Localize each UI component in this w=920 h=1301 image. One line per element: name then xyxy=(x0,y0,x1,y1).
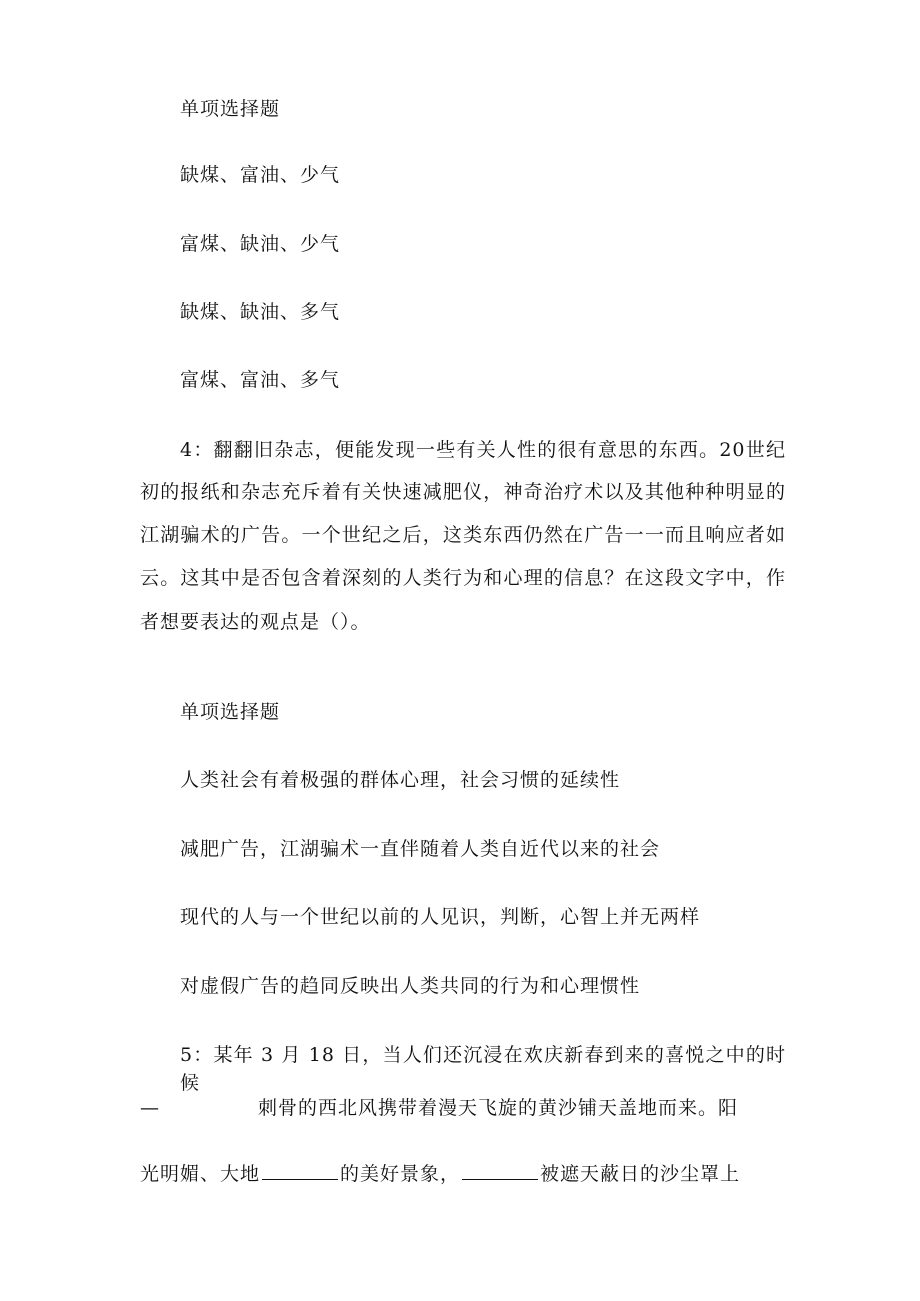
question-5-text-b: 的美好景象， xyxy=(340,1163,461,1185)
question-5-line-2: 刺骨的西北风携带着漫天飞旋的黄沙铺天盖地而来。阳 xyxy=(258,1097,739,1119)
question-4-line-4: 云。这其中是否包含着深刻的人类行为和心理的信息？在这段文字中，作 xyxy=(140,567,786,589)
question-type-label: 单项选择题 xyxy=(180,98,281,120)
question-5-line-3 xyxy=(140,1160,740,1188)
fill-blank-1 xyxy=(262,1161,338,1180)
option-d: 富煤、富油、多气 xyxy=(180,369,341,391)
question-4-line-5: 者想要表达的观点是（）。 xyxy=(140,611,371,633)
dash-mark: — xyxy=(140,1097,159,1119)
option-b: 富煤、缺油、少气 xyxy=(180,233,341,255)
question-4-line-3: 江湖骗术的广告。一个世纪之后，这类东西仍然在广告一一而且响应者如 xyxy=(140,524,786,546)
option-a: 缺煤、富油、少气 xyxy=(180,164,341,186)
question-4-line-1: 4：翻翻旧杂志，便能发现一些有关人性的很有意思的东西。20世纪 xyxy=(180,439,786,461)
question-4-line-2: 初的报纸和杂志充斥着有关快速减肥仪，神奇治疗术以及其他种种明显的 xyxy=(140,481,786,503)
option-a: 人类社会有着极强的群体心理，社会习惯的延续性 xyxy=(180,769,621,791)
option-d: 对虚假广告的趋同反映出人类共同的行为和心理惯性 xyxy=(180,975,641,997)
question-5-text-a: 光明媚、大地 xyxy=(140,1163,261,1185)
fill-blank-2 xyxy=(462,1161,538,1180)
question-5-text-c: 被遮天蔽日的沙尘罩上 xyxy=(540,1163,741,1185)
question-type-label: 单项选择题 xyxy=(180,701,281,723)
question-5-line-1: 5：某年 3 月 18 日，当人们还沉浸在欢庆新春到来的喜悦之中的时候 xyxy=(180,1044,786,1094)
option-c: 现代的人与一个世纪以前的人见识，判断，心智上并无两样 xyxy=(180,906,701,928)
option-c: 缺煤、缺油、多气 xyxy=(180,301,341,323)
option-b: 减肥广告，江湖骗术一直伴随着人类自近代以来的社会 xyxy=(180,838,661,860)
